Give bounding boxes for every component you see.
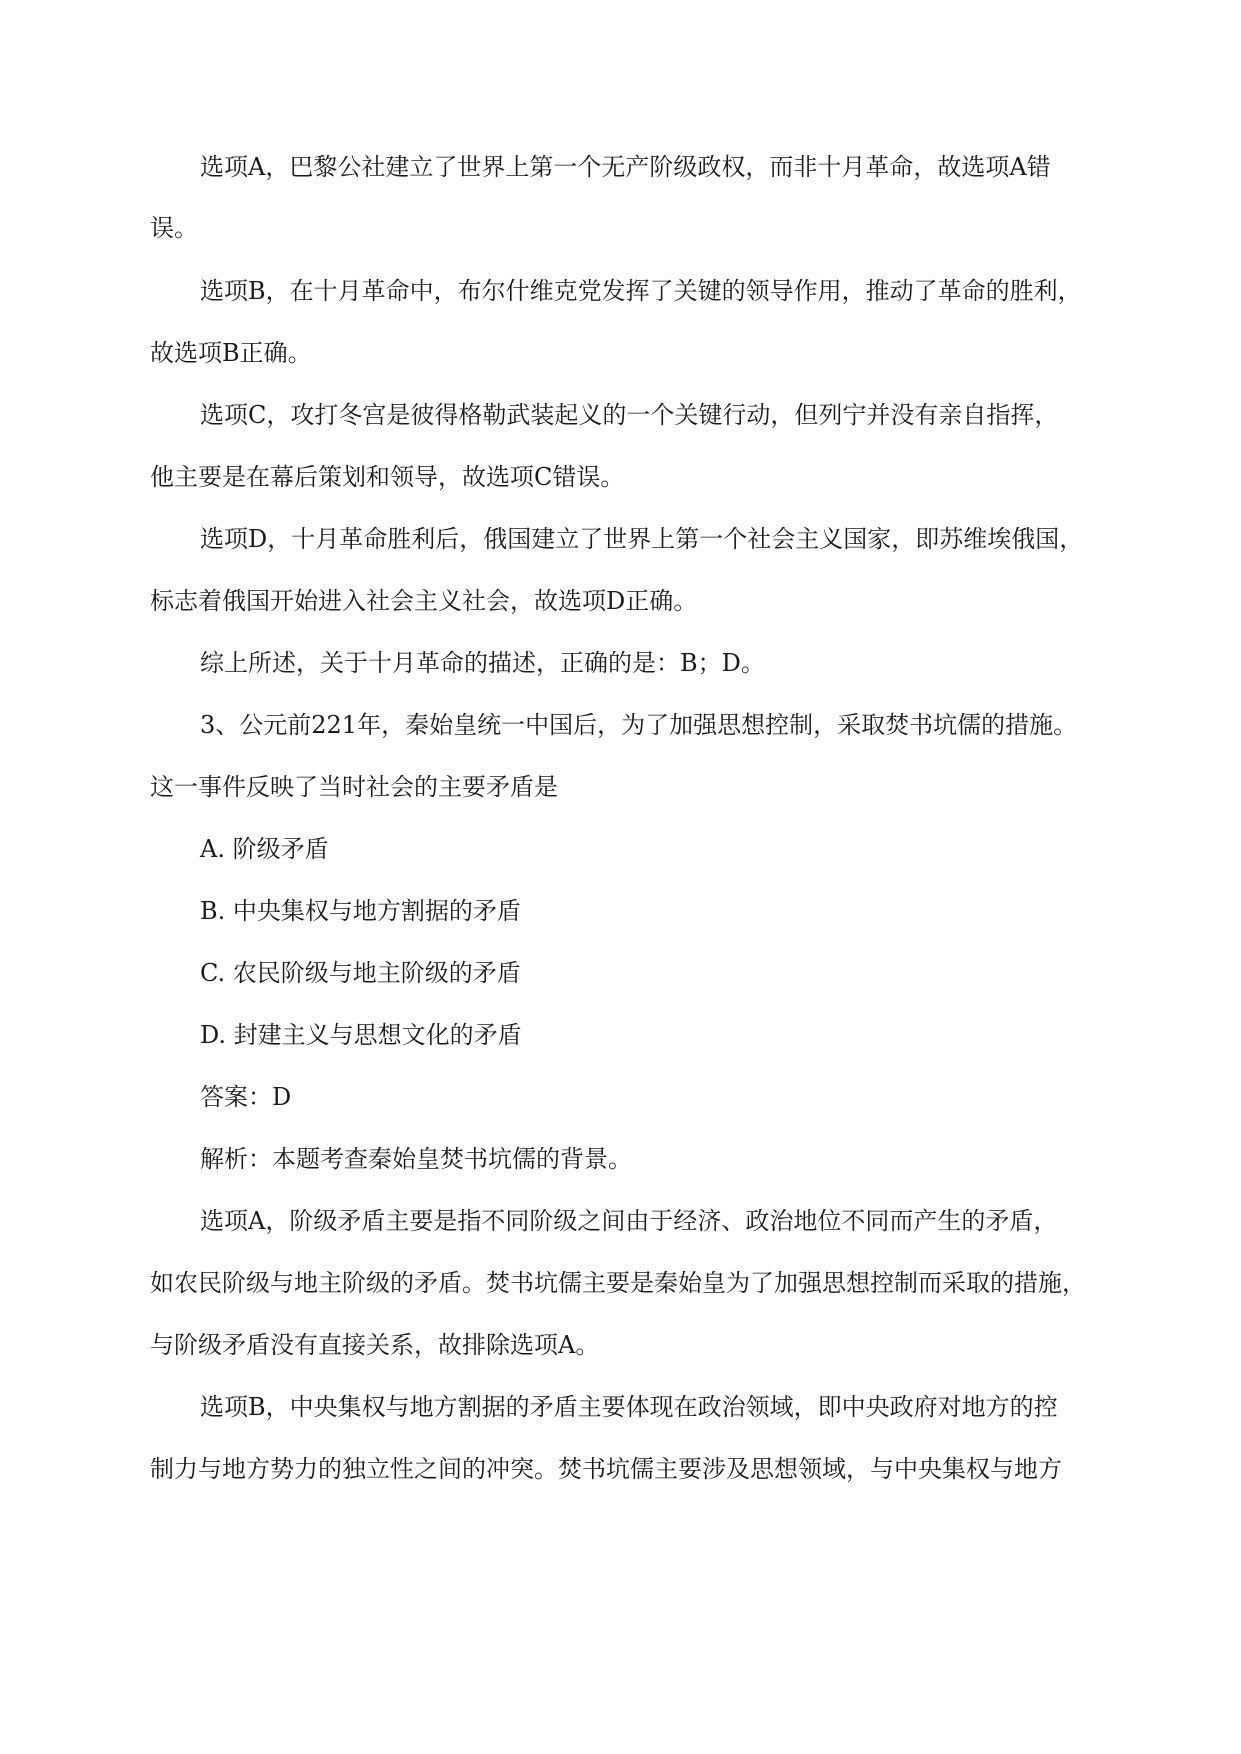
paragraph-option-b-line-2: 故选项B正确。 (150, 339, 312, 367)
analysis-intro: 解析：本题考查秦始皇焚书坑儒的背景。 (200, 1145, 632, 1173)
paragraph-option-d-line-2: 标志着俄国开始进入社会主义社会，故选项D正确。 (150, 587, 698, 615)
paragraph-option-a-line-2: 误。 (150, 214, 198, 242)
paragraph-option-c-line-1: 选项C，攻打冬宫是彼得格勒武装起义的一个关键行动，但列宁并没有亲自指挥， (200, 401, 1059, 429)
analysis-option-a-line-2: 如农民阶级与地主阶级的矛盾。焚书坑儒主要是秦始皇为了加强思想控制而采取的措施， (150, 1269, 1086, 1297)
choice-c: C. 农民阶级与地主阶级的矛盾 (200, 959, 521, 987)
paragraph-option-a-line-1: 选项A，巴黎公社建立了世界上第一个无产阶级政权，而非十月革命，故选项A错 (200, 153, 1051, 181)
analysis-option-a-line-1: 选项A，阶级矛盾主要是指不同阶级之间由于经济、政治地位不同而产生的矛盾， (200, 1207, 1058, 1235)
analysis-option-b-line-2: 制力与地方势力的独立性之间的冲突。焚书坑儒主要涉及思想领域，与中央集权与地方 (150, 1455, 1062, 1483)
answer: 答案：D (200, 1083, 292, 1111)
choice-d: D. 封建主义与思想文化的矛盾 (200, 1021, 522, 1049)
question-3-line-2: 这一事件反映了当时社会的主要矛盾是 (150, 773, 558, 801)
question-3-line-1: 3、公元前221年，秦始皇统一中国后，为了加强思想控制，采取焚书坑儒的措施。 (200, 711, 1078, 739)
choice-b: B. 中央集权与地方割据的矛盾 (200, 897, 521, 925)
paragraph-summary: 综上所述，关于十月革命的描述，正确的是：B；D。 (200, 649, 765, 677)
analysis-option-a-line-3: 与阶级矛盾没有直接关系，故排除选项A。 (150, 1331, 600, 1359)
choice-a: A. 阶级矛盾 (200, 835, 329, 863)
paragraph-option-b-line-1: 选项B，在十月革命中，布尔什维克党发挥了关键的领导作用，推动了革命的胜利， (200, 277, 1082, 305)
paragraph-option-c-line-2: 他主要是在幕后策划和领导，故选项C错误。 (150, 463, 625, 491)
paragraph-option-d-line-1: 选项D，十月革命胜利后，俄国建立了世界上第一个社会主义国家，即苏维埃俄国， (200, 525, 1084, 553)
analysis-option-b-line-1: 选项B，中央集权与地方割据的矛盾主要体现在政治领域，即中央政府对地方的控 (200, 1393, 1058, 1421)
